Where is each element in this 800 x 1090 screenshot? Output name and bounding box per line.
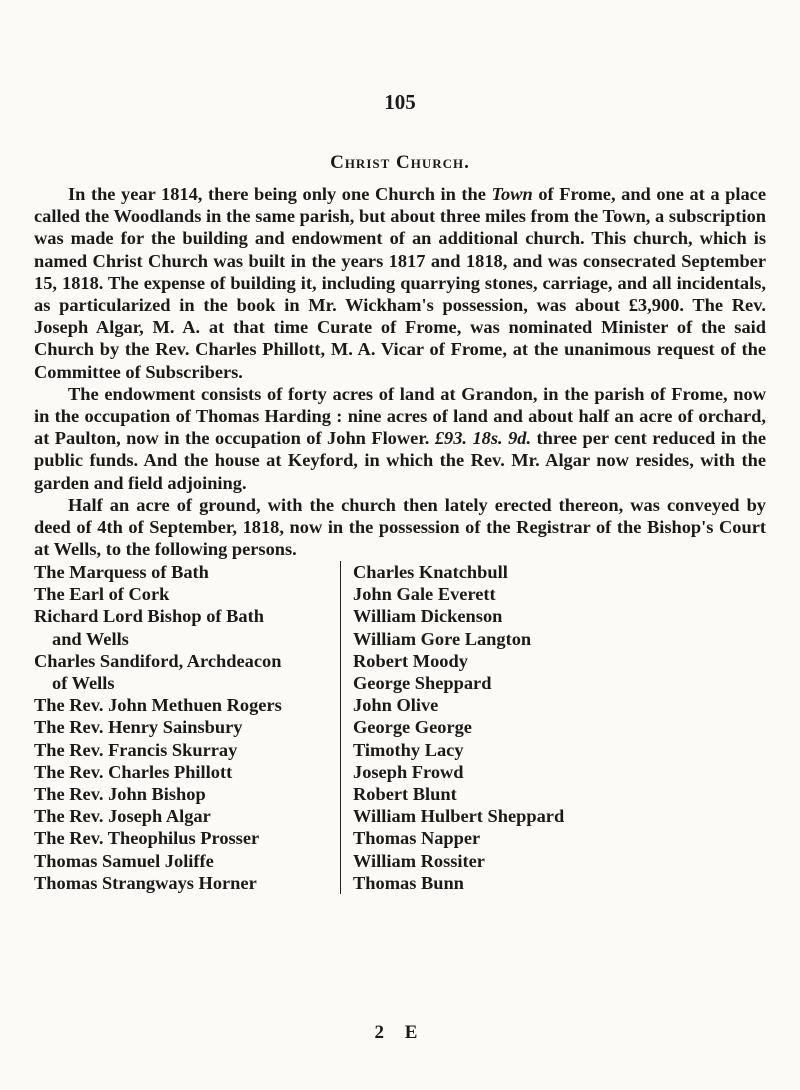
- list-item: Joseph Frowd: [353, 761, 464, 782]
- paragraph-2: [34, 383, 766, 494]
- list-item: The Rev. Francis Skurray: [34, 739, 238, 760]
- paragraph-text: The endowment consists of forty acres of land at Grandon, in the parish of Frome, now in the occupation of Thomas Harding : nine acres of land and about half an acre of orchard, at Paulton, now in the occupation of John Flower.: [34, 383, 766, 449]
- list-item: Charles Sandiford, Archdeacon: [34, 650, 282, 671]
- list-item: Thomas Samuel Joliffe: [34, 850, 214, 871]
- list-item: John Gale Everett: [353, 584, 496, 605]
- list-item: George Sheppard: [353, 673, 492, 694]
- list-item: John Olive: [353, 695, 439, 716]
- list-item: Richard Lord Bishop of Bath: [34, 606, 264, 627]
- list-item: The Rev. Henry Sainsbury: [34, 717, 243, 738]
- page-title-text: Christ Church.: [330, 152, 470, 173]
- list-item: The Rev. John Methuen Rogers: [34, 695, 282, 716]
- list-item: Timothy Lacy: [353, 739, 464, 760]
- list-item: Robert Blunt: [353, 784, 457, 805]
- list-item: Thomas Strangways Horner: [34, 872, 257, 893]
- list-item: William Rossiter: [353, 850, 485, 871]
- italic-text: Town: [491, 184, 533, 204]
- list-item: Charles Knatchbull: [353, 562, 508, 582]
- list-item: The Rev. Charles Phillott: [34, 761, 233, 782]
- paragraph-text: In the year 1814, there being only one Church in the: [68, 184, 492, 204]
- list-item: Robert Moody: [353, 650, 468, 671]
- list-item: The Rev. Joseph Algar: [34, 806, 211, 827]
- persons-column-right: [341, 561, 564, 894]
- list-item: Thomas Napper: [353, 828, 481, 849]
- list-item: of Wells: [52, 673, 115, 694]
- signature-mark: 2 E: [374, 1022, 426, 1043]
- paragraph-text: three per cent reduced in the public funds. And the house at Keyford, in which the Rev. Mr. Algar now resides, with the garden and field adjoining.: [34, 428, 766, 493]
- list-item: The Marquess of Bath: [34, 562, 209, 582]
- list-item: George George: [353, 717, 472, 738]
- paragraph-text: Half an acre of ground, with the church then lately erected thereon, was conveyed by deed of 4th of September, 1818, now in the possession of the Registrar of the Bishop's Court at Wells, to the following persons.: [34, 494, 766, 560]
- list-item: The Earl of Cork: [34, 584, 170, 605]
- list-item: William Gore Langton: [353, 628, 532, 649]
- list-item: and Wells: [52, 628, 129, 649]
- persons-list: [34, 561, 766, 894]
- page-number: 105: [384, 90, 416, 114]
- paragraph-3: [34, 494, 766, 561]
- list-item: Thomas Bunn: [353, 872, 464, 893]
- list-item: William Dickenson: [353, 606, 503, 627]
- body-text: [34, 183, 766, 560]
- paragraph-text: of Frome, and one at a place called the Woodlands in the same parish, but about three miles from the Town, a subscription was made for the building and endowment of an additional church. This church, which is named Christ Church was built in the years 1817 and 1818, and was consecrated September 15, 1818. The expense of building it, including quarrying stones, carriage, and all incidentals, as particularized in the book in Mr. Wickham's possession, was about £3,900. The Rev. Joseph Algar, M. A. at that time Curate of Frome, was nominated Minister of the said Church by the Rev. Charles Phillott, M. A. Vicar of Frome, at the unanimous request of the Committee of Subscribers.: [34, 184, 767, 382]
- italic-text: £93. 18s. 9d.: [434, 428, 532, 449]
- list-item: The Rev. Theophilus Prosser: [34, 828, 260, 849]
- list-item: William Hulbert Sheppard: [353, 806, 565, 827]
- list-item: The Rev. John Bishop: [34, 784, 206, 805]
- paragraph-1: [34, 183, 766, 383]
- page-title: [0, 152, 800, 174]
- persons-column-left: [34, 561, 341, 894]
